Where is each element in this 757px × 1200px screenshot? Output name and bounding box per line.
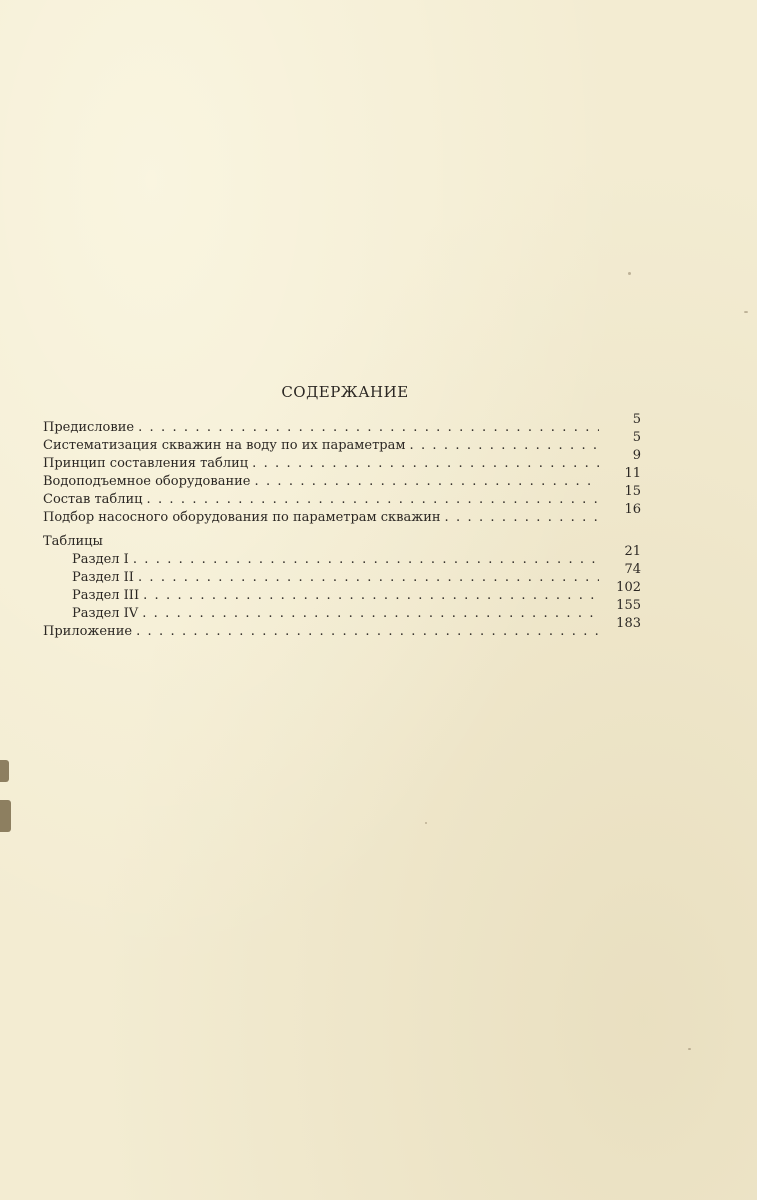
toc-entry-page: 5 [632, 430, 641, 445]
toc-entry-label: Систематизация скважин на воду по их параметрам [43, 438, 406, 453]
leader-dots [138, 419, 599, 437]
toc-entry-label: Подбор насосного оборудования по параметрам скважин [43, 510, 441, 525]
leader-dots [147, 491, 600, 509]
page-edge-stain [0, 800, 11, 832]
toc-appendix-page: 183 [616, 616, 641, 631]
toc-tables-heading[interactable] [43, 533, 641, 551]
table-of-contents [43, 412, 641, 641]
toc-section-label: Раздел II [72, 570, 134, 585]
toc-tables-heading-label: Таблицы [43, 534, 103, 549]
toc-entry[interactable] [43, 430, 641, 455]
toc-entry[interactable] [43, 448, 641, 473]
paper-speck [688, 1048, 691, 1050]
toc-section-entry[interactable] [43, 598, 641, 623]
toc-entry[interactable] [43, 502, 641, 527]
toc-section-page: 74 [624, 562, 641, 577]
leader-dots [143, 587, 599, 605]
toc-entry-page: 15 [624, 484, 641, 499]
leader-dots [136, 623, 599, 641]
toc-section-label: Раздел IV [72, 606, 139, 621]
toc-appendix-label: Приложение [43, 624, 133, 639]
leader-dots [252, 455, 599, 473]
paper-speck [744, 311, 748, 313]
toc-entry[interactable] [43, 466, 641, 491]
toc-appendix-entry[interactable] [43, 616, 641, 641]
toc-section-page: 102 [616, 580, 641, 595]
toc-title: СОДЕРЖАНИЕ [281, 383, 409, 401]
toc-section-page: 155 [616, 598, 641, 613]
toc-section-entry[interactable] [43, 544, 641, 569]
leader-dots [445, 509, 599, 527]
toc-entry[interactable] [43, 484, 641, 509]
toc-section-label: Раздел I [72, 552, 129, 567]
leader-dots [133, 551, 599, 569]
leader-dots [138, 569, 599, 587]
toc-entry[interactable] [43, 412, 641, 437]
toc-section-label: Раздел III [72, 588, 140, 603]
leader-dots [142, 605, 599, 623]
toc-entry-page: 9 [632, 448, 641, 463]
toc-entry-page: 16 [624, 502, 641, 517]
toc-section-page: 21 [624, 544, 641, 559]
paper-speck [628, 272, 631, 275]
toc-entry-label: Состав таблиц [43, 492, 143, 507]
toc-entry-label: Водоподъемное оборудование [43, 474, 251, 489]
toc-entry-label: Принцип составления таблиц [43, 456, 249, 471]
leader-dots [410, 437, 600, 455]
toc-section-entry[interactable] [43, 562, 641, 587]
paper-speck [425, 822, 427, 824]
toc-entry-page: 5 [632, 412, 641, 427]
toc-entry-page: 11 [624, 466, 641, 481]
page-edge-stain [0, 760, 9, 782]
toc-section-entry[interactable] [43, 580, 641, 605]
toc-entry-label: Предисловие [43, 420, 135, 435]
leader-dots [254, 473, 599, 491]
